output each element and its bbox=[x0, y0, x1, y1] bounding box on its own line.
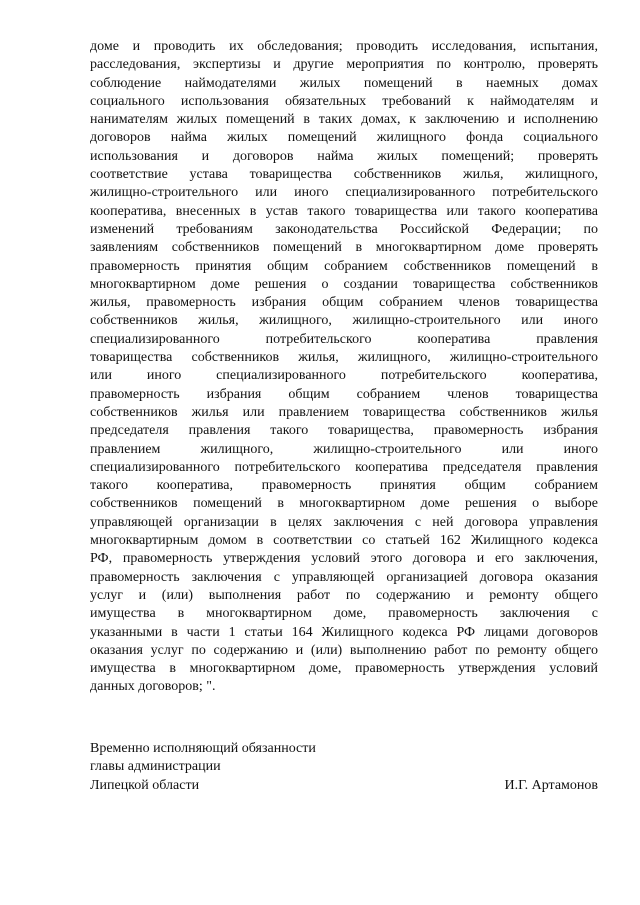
signature-title-line1: Временно исполняющий обязанности bbox=[90, 741, 316, 756]
text-line: или иного специализированного потребительского кооператива, bbox=[90, 368, 598, 384]
text-line: использования и договоров найма жилых помещений; проверять bbox=[90, 148, 598, 164]
text-line: председателя правления такого товарищества, правомерность избрания bbox=[90, 423, 598, 439]
text-line: товарищества собственников жилья, жилищного, жилищно-строительного bbox=[90, 350, 598, 366]
text-line: имущества в многоквартирном доме, правомерность заключения с bbox=[90, 606, 598, 622]
text-line: РФ, правомерность утверждения условий этого договора и его заключения, bbox=[90, 551, 598, 567]
text-line: данных договоров; ". bbox=[90, 679, 216, 695]
text-line: указанными в части 1 статьи 164 Жилищного кодекса РФ лицами договоров bbox=[90, 624, 598, 640]
text-line: соответствие устава товарищества собственников жилья, жилищного, bbox=[90, 167, 598, 183]
text-line: жилья, правомерность избрания общим собранием членов товарищества bbox=[90, 295, 598, 311]
text-line: доме и проводить их обследования; проводить исследования, испытания, bbox=[90, 39, 598, 54]
signature-block bbox=[90, 740, 598, 795]
text-line: расследования, экспертизы и другие мероприятия по контролю, проверять bbox=[90, 57, 598, 73]
text-line: социального использования обязательных требований к наймодателям и bbox=[90, 93, 598, 109]
text-line: такого кооператива, правомерность принятия общим собранием bbox=[90, 478, 598, 494]
text-line: договоров найма жилых помещений жилищного фонда социального bbox=[90, 130, 598, 146]
text-line: собственников жилья или правлением товарищества собственников жилья bbox=[90, 404, 598, 420]
text-line: имущества в многоквартирном доме, правомерность утверждения условий bbox=[90, 661, 598, 677]
text-line: собственников помещений в многоквартирном доме решения о выборе bbox=[90, 496, 598, 512]
text-line: нанимателям жилых помещений в таких домах, к заключению и исполнению bbox=[90, 112, 598, 128]
signature-title-line3: Липецкой области bbox=[90, 777, 200, 793]
text-line: изменений требованиям законодательства Российской Федерации; по bbox=[90, 221, 598, 237]
text-line: жилищно-строительного или иного специализированного потребительского bbox=[90, 185, 598, 201]
text-line: многоквартирном доме решения о создании товарищества собственников bbox=[90, 276, 598, 292]
text-line: правомерность заключения с управляющей организацией договора оказания bbox=[90, 569, 598, 585]
text-line: правлением жилищного, жилищно-строительного или иного bbox=[90, 441, 598, 457]
text-line: заявлениям собственников помещений в многоквартирном доме проверять bbox=[90, 240, 598, 256]
text-line: кооператива, внесенных в устав такого товарищества или такого кооператива bbox=[90, 203, 598, 219]
signatory-name: И.Г. Артамонов bbox=[504, 777, 598, 793]
document-page bbox=[90, 38, 598, 697]
signature-row bbox=[90, 777, 598, 795]
text-line: правомерность принятия общим собранием собственников помещений в bbox=[90, 258, 598, 274]
body-text bbox=[90, 38, 598, 697]
text-line: правомерность избрания общим собранием членов товарищества bbox=[90, 386, 598, 402]
text-line: услуг и (или) выполнения работ по содержанию и ремонту общего bbox=[90, 587, 598, 603]
text-line: многоквартирным домом в соответствии со статьей 162 Жилищного кодекса bbox=[90, 533, 598, 549]
text-line: управляющей организации в целях заключения с ней договора управления bbox=[90, 514, 598, 530]
text-line: оказания услуг по содержанию и (или) выполнению работ по ремонту общего bbox=[90, 642, 598, 658]
text-line: специализированного потребительского кооператива председателя правления bbox=[90, 459, 598, 475]
text-line: собственников жилья, жилищного, жилищно-строительного или иного bbox=[90, 313, 598, 329]
text-line: специализированного потребительского кооператива правления bbox=[90, 331, 598, 347]
text-line: соблюдение наймодателями жилых помещений в наемных домах bbox=[90, 75, 598, 91]
signature-title-line2: главы администрации bbox=[90, 759, 221, 775]
